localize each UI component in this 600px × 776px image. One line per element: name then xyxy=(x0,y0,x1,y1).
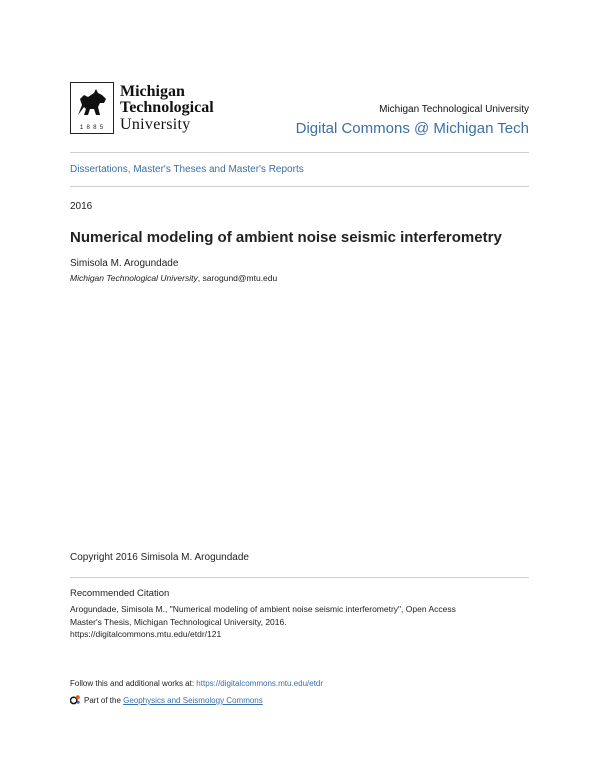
follow-line xyxy=(70,679,323,688)
citation-heading: Recommended Citation xyxy=(70,588,170,599)
copyright-notice: Copyright 2016 Simisola M. Arogundade xyxy=(70,552,249,563)
part-of-line xyxy=(70,694,263,705)
series-link[interactable]: Dissertations, Master's Theses and Master's Reports xyxy=(70,164,304,175)
author-email: , sarogund@mtu.edu xyxy=(197,273,278,283)
logo-line-2: Technological xyxy=(120,99,214,116)
divider xyxy=(70,577,529,578)
part-prefix: Part of the xyxy=(84,696,124,705)
citation-line-2: Master's Thesis, Michigan Technological University, 2016. xyxy=(70,616,287,627)
document-title: Numerical modeling of ambient noise seismic interferometry xyxy=(70,229,502,246)
author-name: Simisola M. Arogundade xyxy=(70,258,179,269)
repository-link[interactable]: Digital Commons @ Michigan Tech xyxy=(295,120,529,137)
affiliation-institution: Michigan Technological University xyxy=(70,273,198,283)
logo-line-3: University xyxy=(120,116,191,133)
husky-logo-icon xyxy=(70,82,114,134)
divider xyxy=(70,152,529,153)
commons-network-icon xyxy=(70,694,81,705)
institution-name: Michigan Technological University xyxy=(379,104,529,115)
follow-link[interactable]: https://digitalcommons.mtu.edu/etdr xyxy=(196,679,324,688)
follow-prefix: Follow this and additional works at: xyxy=(70,679,197,688)
citation-url: https://digitalcommons.mtu.edu/etdr/121 xyxy=(70,629,222,639)
divider xyxy=(70,186,529,187)
logo-line-1: Michigan xyxy=(120,83,185,100)
citation-body xyxy=(70,603,532,641)
university-logo xyxy=(70,82,240,138)
author-affiliation xyxy=(70,273,277,283)
logo-year: 1885 xyxy=(79,124,107,131)
commons-link[interactable]: Geophysics and Seismology Commons xyxy=(123,696,263,705)
publication-year: 2016 xyxy=(70,201,93,212)
citation-line-1: Arogundade, Simisola M., "Numerical modeling of ambient noise seismic interferometry", Open Access xyxy=(70,604,456,614)
